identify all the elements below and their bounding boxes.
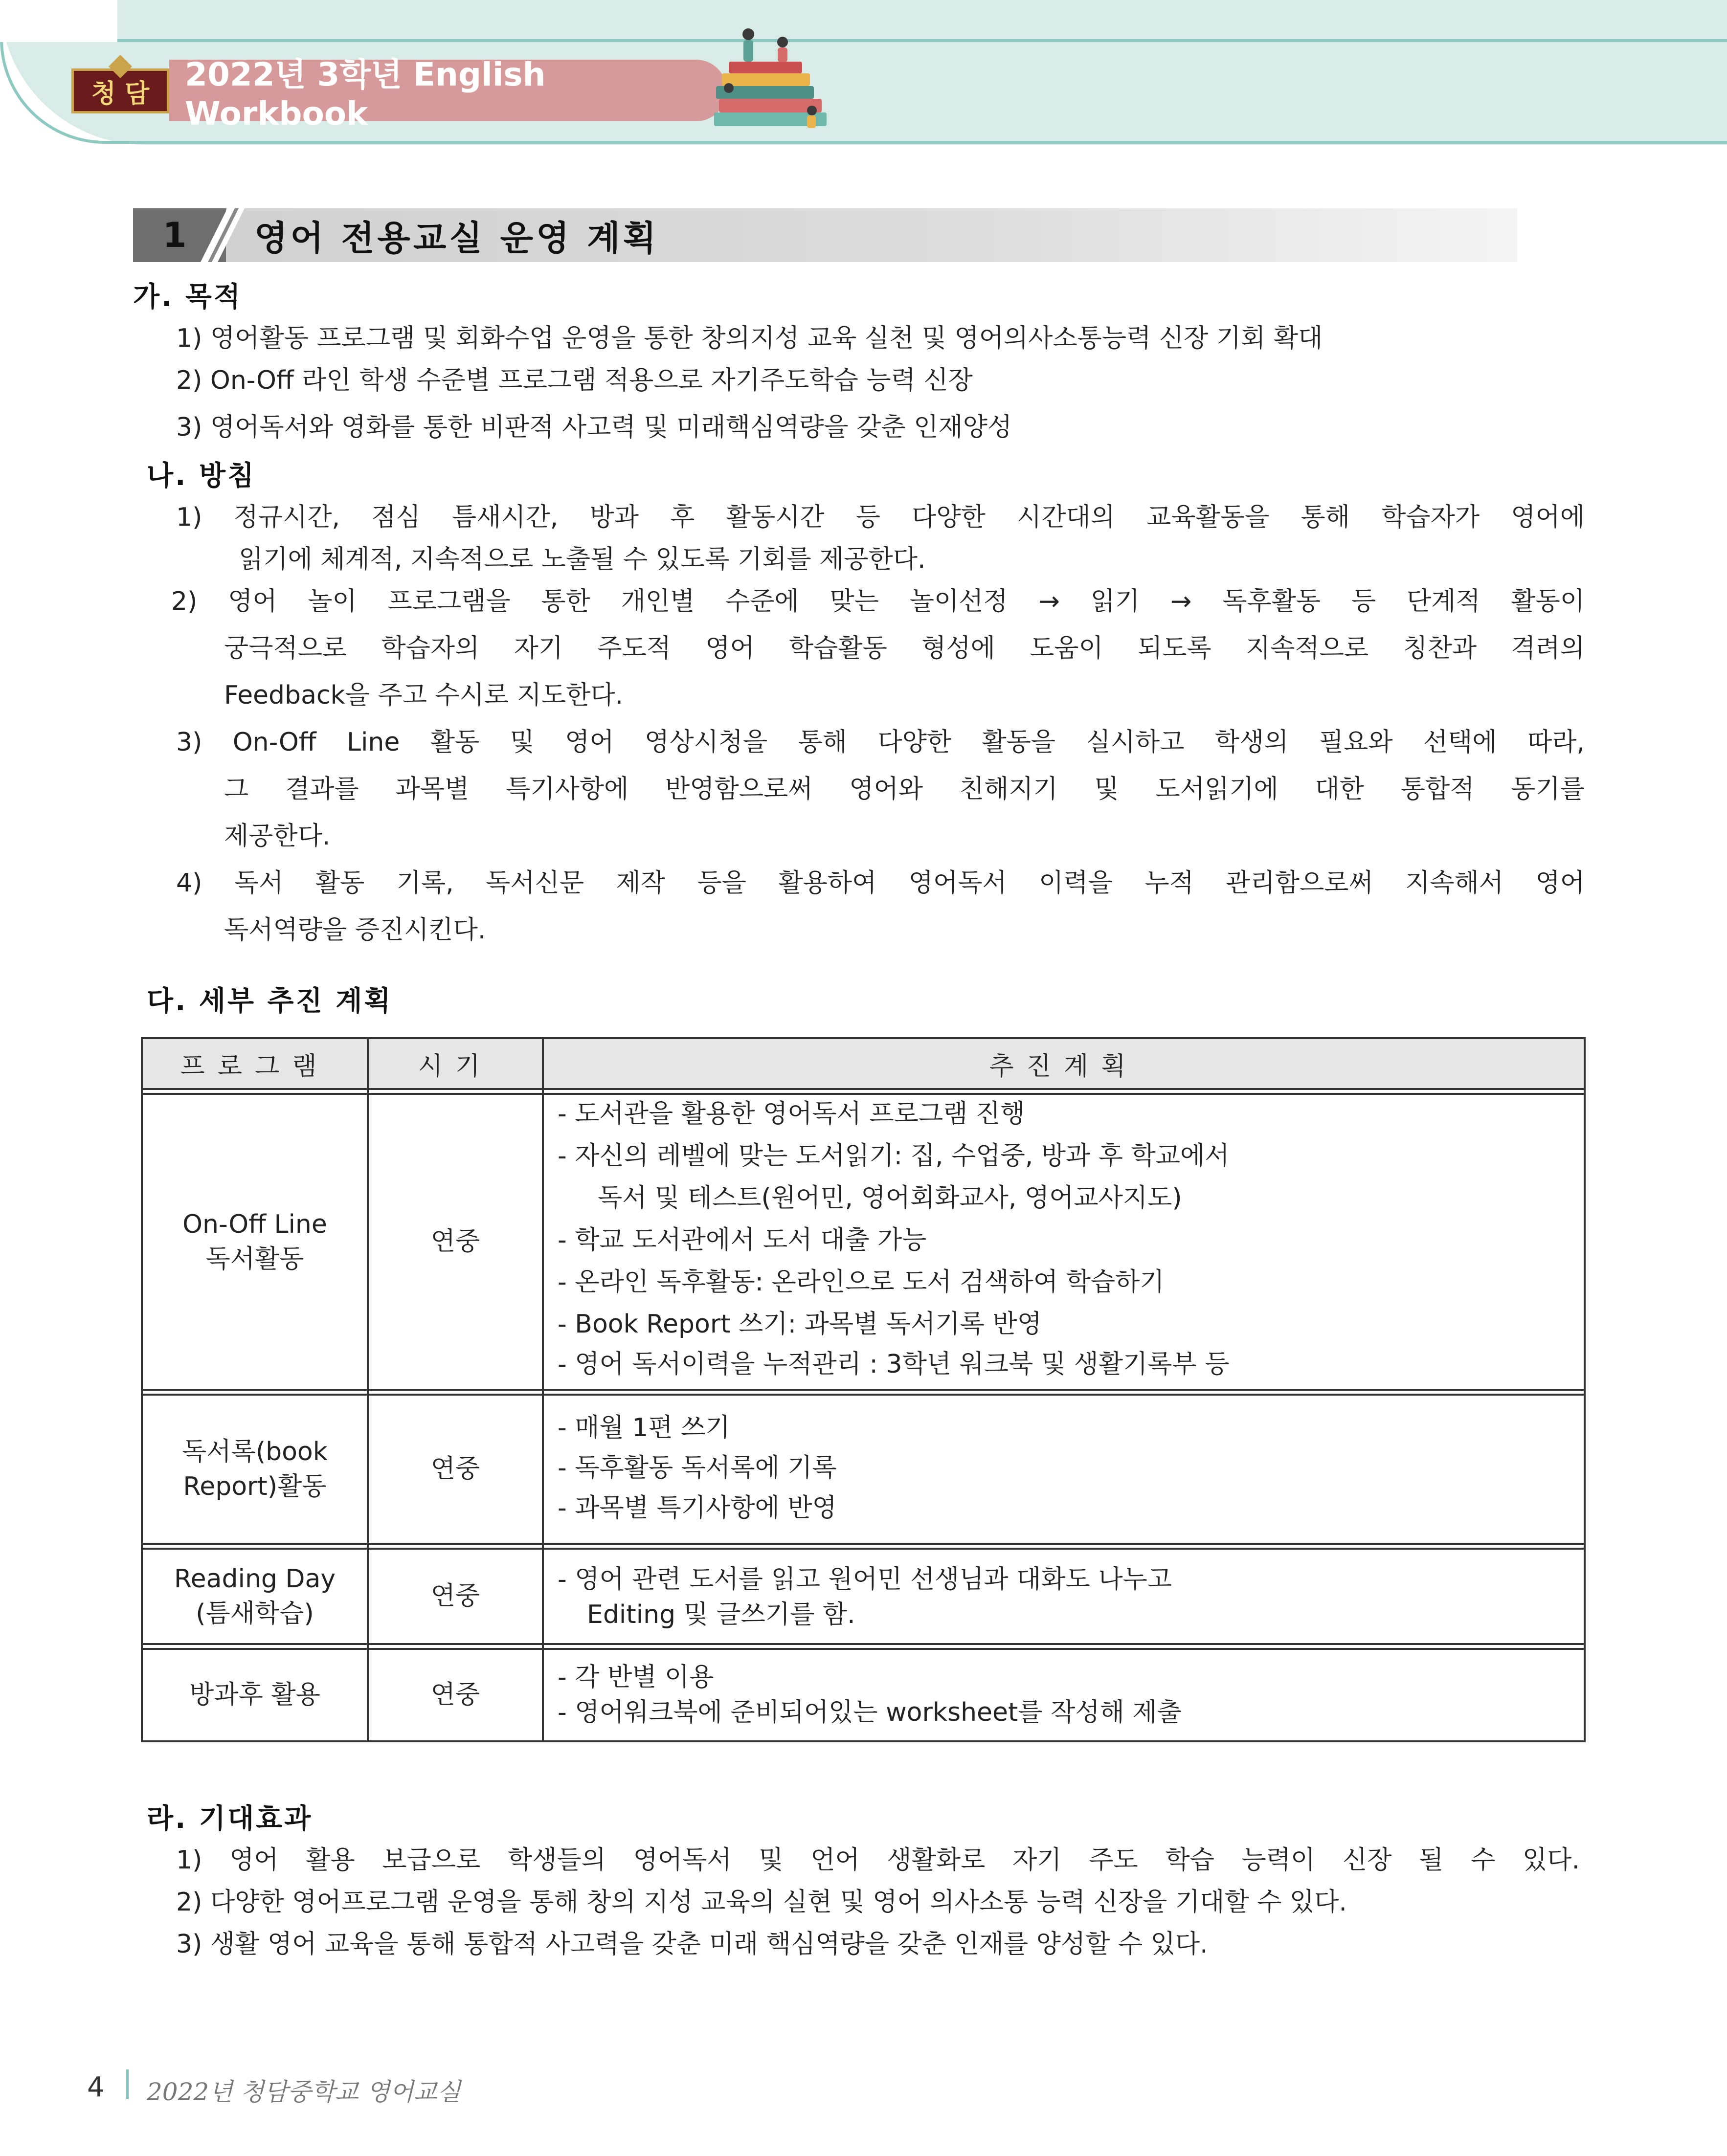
table-cell-plan-line: - 온라인 독후활동: 온라인으로 도서 검색하여 학습하기 bbox=[558, 1267, 1165, 1297]
table-divider bbox=[141, 1389, 1586, 1391]
table-header-program: 프로그램 bbox=[180, 1051, 330, 1081]
heading-expected-effects: 라. 기대효과 bbox=[147, 1803, 313, 1835]
logo-text: 청담 bbox=[91, 79, 158, 109]
table-divider bbox=[141, 1088, 1586, 1090]
policy-item-4-line-1: 4) 독서 활동 기록, 독서신문 제작 등을 활용하여 영어독서 이력을 누적 관리함으로써 지속해서 영어 bbox=[176, 868, 1585, 898]
reading-books-icon bbox=[709, 15, 836, 137]
table-divider bbox=[141, 1643, 1586, 1645]
table-cell-program: 방과후 활용 bbox=[189, 1680, 320, 1710]
purpose-item-2: 2) On-Off 라인 학생 수준별 프로그램 적용으로 자기주도학습 능력 신장 bbox=[176, 366, 973, 395]
purpose-item-3: 3) 영어독서와 영화를 통한 비판적 사고력 및 미래핵심역량을 갖춘 인재양성 bbox=[176, 413, 1012, 442]
table-cell-program: On-Off Line 독서활동 bbox=[182, 1210, 327, 1274]
policy-item-1-line-1: 1) 정규시간, 점심 틈새시간, 방과 후 활동시간 등 다양한 시간대의 교육활동을 통해 학습자가 영어에 bbox=[176, 503, 1585, 532]
table-divider bbox=[141, 1543, 1586, 1545]
table-cell-plan-line: - 매월 1편 쓰기 bbox=[558, 1413, 730, 1443]
table-cell-plan-line: - 영어워크북에 준비되어있는 worksheet를 작성해 제출 bbox=[558, 1698, 1182, 1727]
policy-item-2-line-2: 궁극적으로 학습자의 자기 주도적 영어 학습활동 형성에 도움이 되도록 지속적으로 칭찬과 격려의 bbox=[224, 634, 1585, 663]
table-cell-period: 연중 bbox=[430, 1581, 480, 1611]
table-cell-plan-line: - 독후활동 독서록에 기록 bbox=[558, 1453, 837, 1483]
table-cell-period: 연중 bbox=[430, 1454, 480, 1484]
table-cell-period: 연중 bbox=[430, 1227, 480, 1257]
table-header-period: 시기 bbox=[418, 1051, 493, 1081]
table-cell-program: Reading Day (틈새학습) bbox=[174, 1564, 336, 1628]
policy-item-1-line-2: 읽기에 체계적, 지속적으로 노출될 수 있도록 기회를 제공한다. bbox=[239, 545, 926, 574]
effect-item-2: 2) 다양한 영어프로그램 운영을 통해 창의 지성 교육의 실현 및 영어 의사소통 능력 신장을 기대할 수 있다. bbox=[176, 1888, 1347, 1917]
policy-item-3-line-1: 3) On-Off Line 활동 및 영어 영상시청을 통해 다양한 활동을 실시하고 학생의 필요와 선택에 따라, bbox=[176, 728, 1585, 757]
table-cell-period: 연중 bbox=[430, 1680, 480, 1710]
table-cell-plan-line: - 영어 관련 도서를 읽고 원어민 선생님과 대화도 나누고 bbox=[558, 1565, 1172, 1594]
table-cell-plan-line: - 영어 독서이력을 누적관리 : 3학년 워크북 및 생활기록부 등 bbox=[558, 1350, 1230, 1379]
table-cell-plan-line: - 과목별 특기사항에 반영 bbox=[558, 1493, 837, 1523]
policy-item-3-line-3: 제공한다. bbox=[224, 822, 331, 851]
policy-item-4-line-2: 독서역량을 증진시킨다. bbox=[224, 915, 486, 945]
table-cell-plan-line: 독서 및 테스트(원어민, 영어회화교사, 영어교사지도) bbox=[598, 1183, 1182, 1213]
section-title: 영어 전용교실 운영 계획 bbox=[254, 218, 659, 258]
table-cell-plan-line: Editing 및 글쓰기를 함. bbox=[587, 1600, 855, 1629]
heading-detailed-plan: 다. 세부 추진 계획 bbox=[147, 985, 393, 1017]
policy-item-3-line-2: 그 결과를 과목별 특기사항에 반영함으로써 영어와 친해지기 및 도서읽기에 대한 통합적 동기를 bbox=[224, 775, 1585, 804]
footer-label: 2022년 청담중학교 영어교실 bbox=[147, 2078, 461, 2106]
header-corner bbox=[0, 0, 117, 42]
policy-item-2-line-1: 2) 영어 놀이 프로그램을 통한 개인별 수준에 맞는 놀이선정 → 읽기 → 독후활동 등 단계적 활동이 bbox=[171, 587, 1585, 616]
footer-divider bbox=[126, 2069, 129, 2099]
policy-item-2-line-3: Feedback을 주고 수시로 지도한다. bbox=[224, 681, 624, 710]
effect-item-3: 3) 생활 영어 교육을 통해 통합적 사고력을 갖춘 미래 핵심역량을 갖춘 인재를 양성할 수 있다. bbox=[176, 1930, 1208, 1959]
slash-divider-icon bbox=[201, 208, 245, 262]
effect-item-1: 1) 영어 활용 보급으로 학생들의 영어독서 및 언어 생활화로 자기 주도 학습 능력이 신장 될 수 있다. bbox=[176, 1845, 1580, 1875]
section-number: 1 bbox=[162, 215, 187, 255]
purpose-item-1: 1) 영어활동 프로그램 및 회화수업 운영을 통한 창의지성 교육 실천 및 영어의사소통능력 신장 기회 확대 bbox=[176, 324, 1323, 353]
table-cell-plan-line: - 도서관을 활용한 영어독서 프로그램 진행 bbox=[558, 1099, 1025, 1129]
table-header-plan: 추진계획 bbox=[989, 1051, 1139, 1081]
page-number: 4 bbox=[87, 2071, 105, 2103]
school-logo-badge bbox=[71, 68, 169, 113]
workbook-title: 2022년 3학년 English Workbook bbox=[185, 56, 546, 133]
table-cell-plan-line: - 학교 도서관에서 도서 대출 가능 bbox=[558, 1225, 927, 1255]
table-cell-plan-line: - Book Report 쓰기: 과목별 독서기록 반영 bbox=[558, 1310, 1042, 1339]
table-cell-plan-line: - 자신의 레벨에 맞는 도서읽기: 집, 수업중, 방과 후 학교에서 bbox=[558, 1141, 1230, 1171]
table-cell-program: 독서록(book Report)활동 bbox=[182, 1437, 328, 1501]
table-column-divider bbox=[542, 1037, 544, 1742]
heading-policy: 나. 방침 bbox=[147, 460, 256, 492]
heading-purpose: 가. 목적 bbox=[133, 281, 243, 313]
table-cell-plan-line: - 각 반별 이용 bbox=[558, 1663, 714, 1692]
workbook-title-banner bbox=[169, 56, 727, 133]
